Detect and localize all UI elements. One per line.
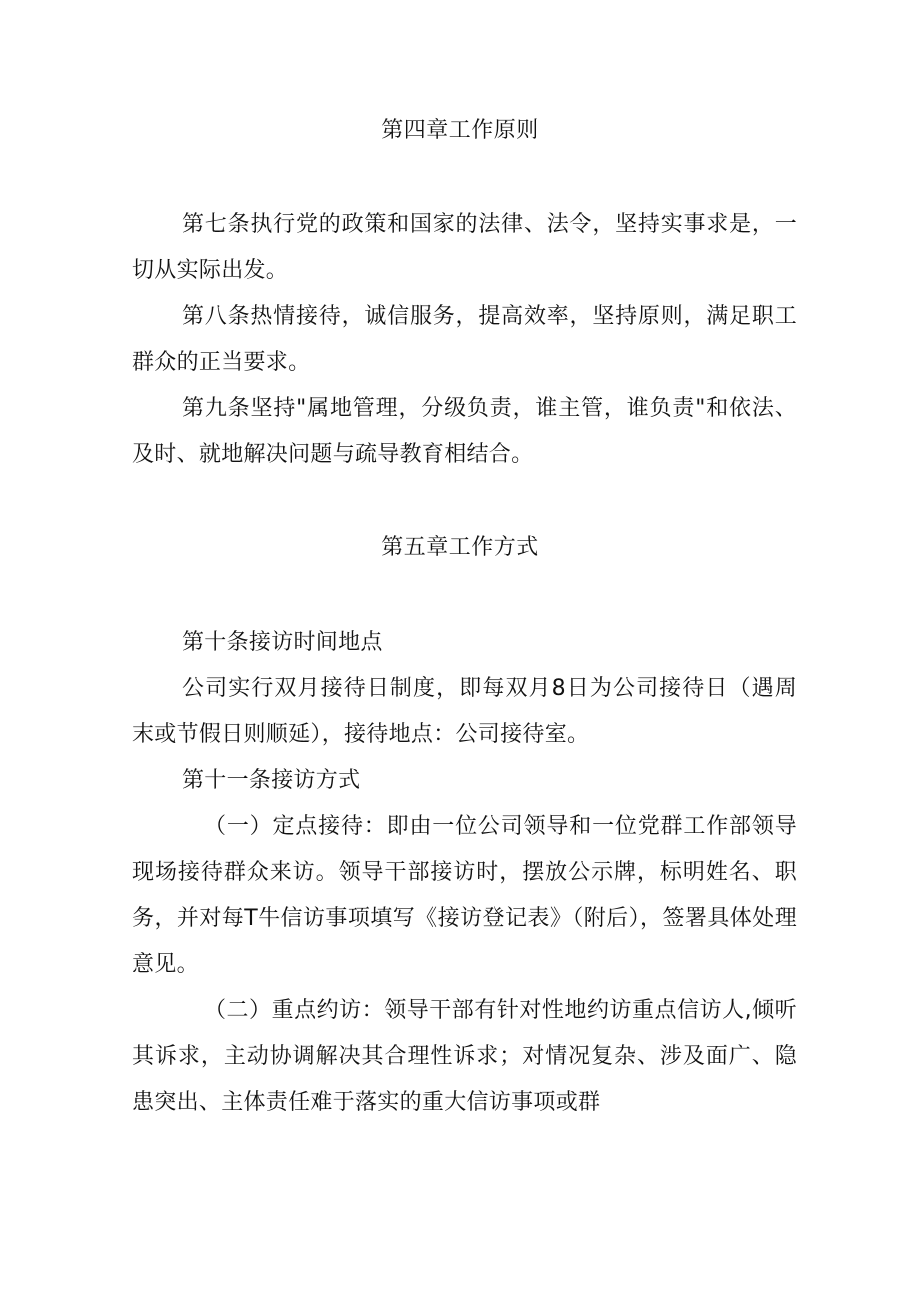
article-9-paragraph: 第九条坚持"属地管理，分级负责，谁主管，谁负责"和依法、及时、就地解决问题与疏导教育相结合。 [132, 396, 797, 467]
article-10-heading: 第十条接访时间地点 [182, 630, 383, 655]
article-11-heading: 第十一条接访方式 [182, 768, 361, 793]
article-10-paragraph: 公司实行双月接待日制度，即每双月8日为公司接待日（遇周末或节假日则顺延），接待地点：公司接待室。 [132, 676, 797, 747]
chapter-4-title: 第四章工作原则 [381, 118, 539, 143]
article-11-item-1: （一）定点接待：即由一位公司领导和一位党群工作部领导现场接待群众来访。领导干部接访时，摆放公示牌，标明姓名、职务，并对每T牛信访事项填写《接访登记表》（附后），签署具体处理意见。 [132, 814, 797, 977]
article-11-item-2: （二）重点约访：领导干部有针对性地约访重点信访人,倾听其诉求，主动协调解决其合理性诉求；对情况复杂、涉及面广、隐患突出、主体责任难于落实的重大信访事项或群 [132, 998, 797, 1115]
article-8-paragraph: 第八条热情接待，诚信服务，提高效率，坚持原则，满足职工群众的正当要求。 [132, 304, 797, 375]
article-7-paragraph: 第七条执行党的政策和国家的法律、法令，坚持实事求是，一切从实际出发。 [132, 212, 797, 283]
chapter-5-title: 第五章工作方式 [381, 535, 539, 560]
